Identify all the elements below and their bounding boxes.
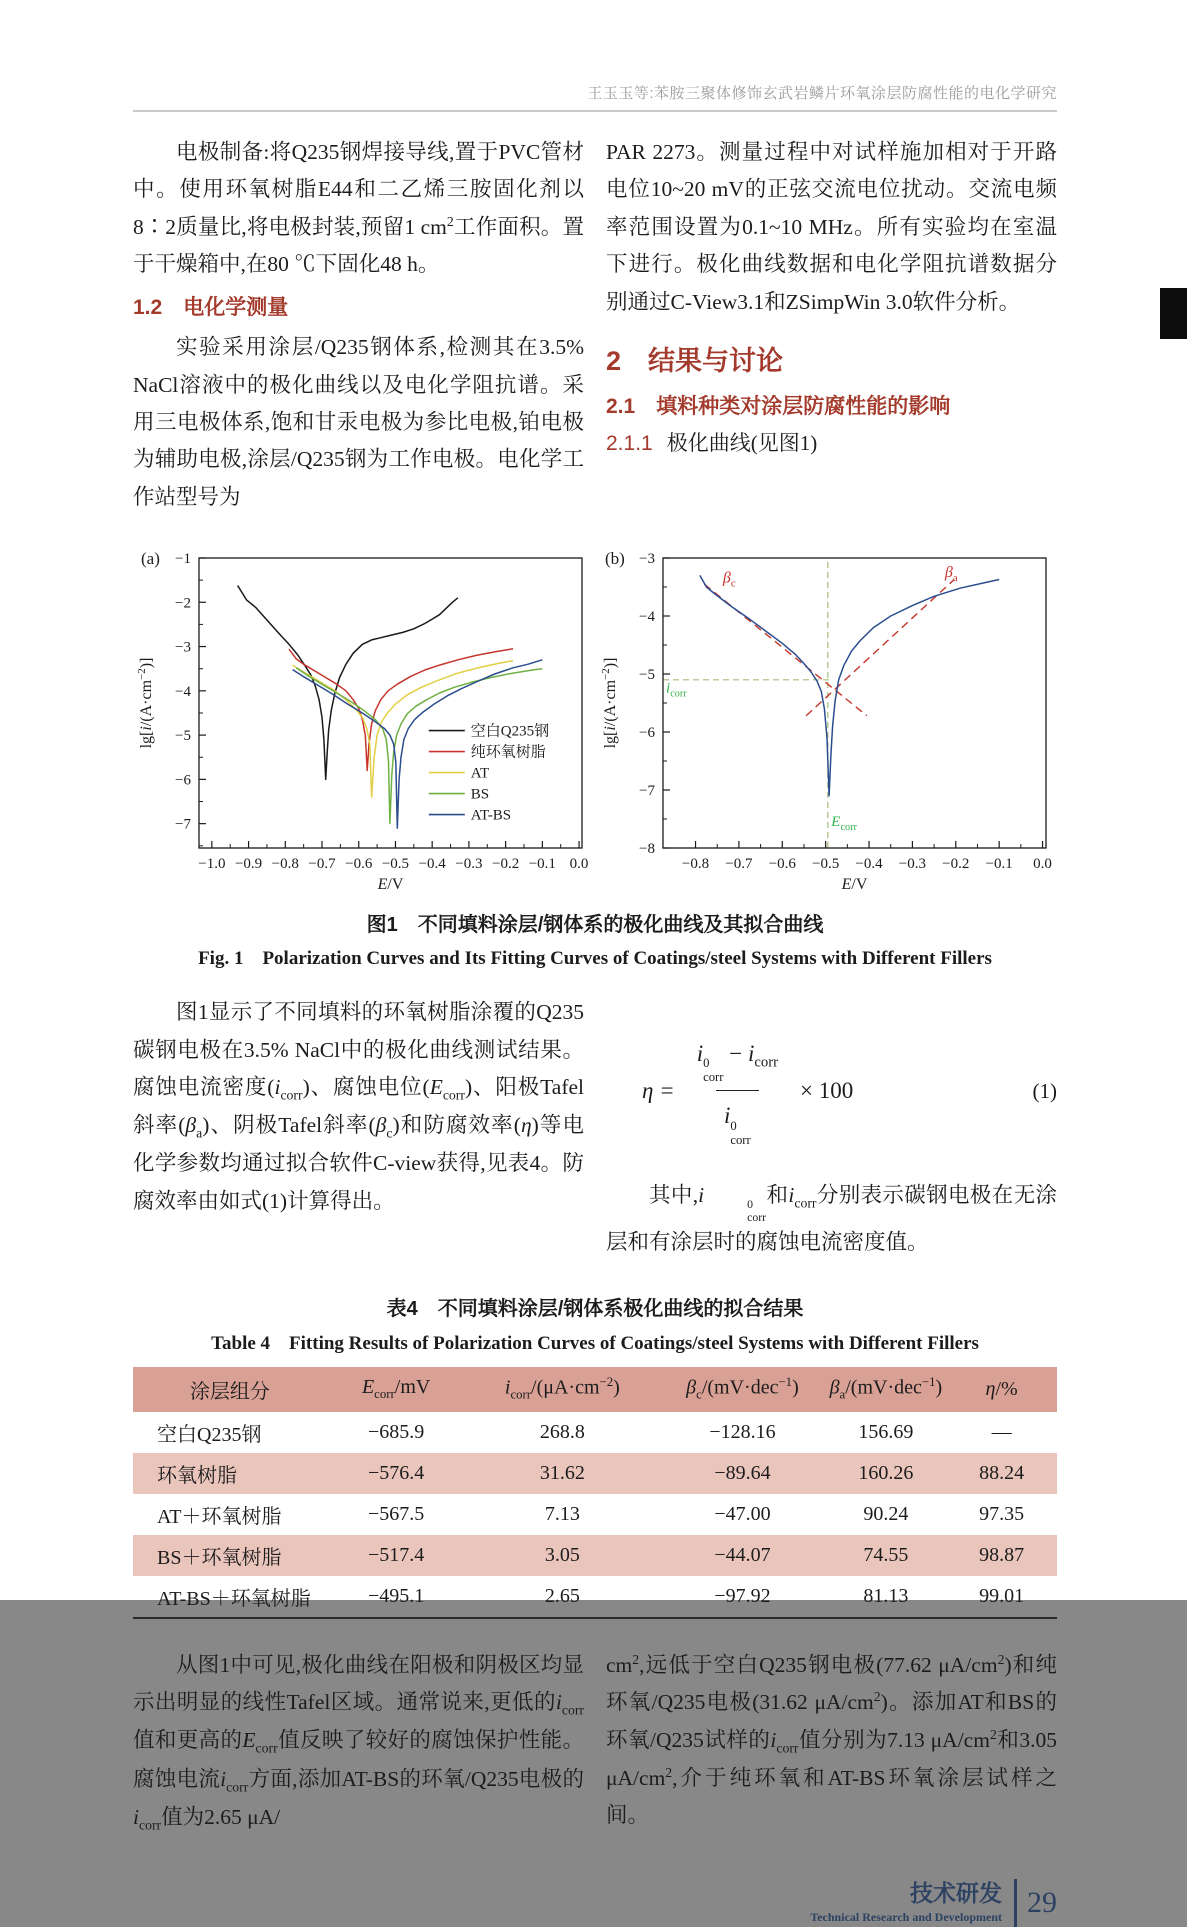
table-cell: −47.00	[714, 1502, 771, 1525]
right-column-middle	[606, 994, 1057, 1262]
svg-text:−0.1: −0.1	[985, 856, 1013, 873]
svg-text:−0.3: −0.3	[455, 856, 483, 873]
svg-text:−0.6: −0.6	[345, 856, 373, 873]
chart-b-tafel-fit	[599, 542, 1055, 894]
equation-numerator: i 0 corr − $i_{corr}$	[696, 1041, 779, 1085]
table-row	[133, 1535, 1057, 1576]
svg-text:−0.6: −0.6	[768, 856, 796, 873]
paragraph-eq-explain: 其中,i 0 corr 和$i_{corr}$分别表示碳钢电极在无涂层和有涂层时的腐蚀电流密度值。	[606, 1183, 1057, 1255]
svg-text:−2: −2	[175, 595, 191, 612]
svg-text:−6: −6	[639, 725, 655, 742]
footer-divider	[1014, 1879, 1017, 1927]
svg-text:−0.4: −0.4	[418, 856, 446, 873]
table-cell: 90.24	[863, 1502, 909, 1525]
equation-number: (1)	[1032, 1078, 1057, 1103]
table-title-en: Table 4 Fitting Results of Polarization Curves of Coatings/steel Systems with Different Fillers	[211, 1332, 979, 1354]
bottom-columns	[133, 1647, 1057, 1837]
svg-text:−0.9: −0.9	[234, 856, 263, 873]
svg-text:−0.3: −0.3	[898, 856, 927, 873]
table-cell: −567.5	[367, 1502, 425, 1525]
footer-section-labels	[810, 1881, 1002, 1924]
table-4	[133, 1367, 1057, 1619]
paragraph-electrode-prep: 电极制备:将Q235钢焊接导线,置于PVC管材中。使用环氧树脂E44和二乙烯三胺固化剂以8∶2质量比,将电极封装,预留1 $cm^2$工作面积。置于干燥箱中,在80 ℃下固化48 h。	[133, 140, 584, 277]
heading-2-1-1	[606, 428, 1057, 460]
table-cell: 160.26	[858, 1461, 914, 1484]
table-cell: −89.64	[714, 1461, 771, 1484]
table-col-header: $\beta_c/(mV\cdot dec^{-1})$	[659, 1367, 825, 1412]
chart-a-polarization-curves	[135, 542, 591, 894]
svg-text:空白Q235钢: 空白Q235钢	[470, 723, 550, 740]
table-cell: AT-BS＋环氧树脂	[157, 1587, 311, 1610]
svg-text:−0.2: −0.2	[942, 856, 970, 873]
table-col-header: $\beta_a/(mV\cdot dec^{-1})$	[826, 1367, 947, 1412]
heading-2: 2 结果与讨论	[606, 346, 784, 377]
svg-text:−0.1: −0.1	[528, 856, 556, 873]
table-cell: −44.07	[714, 1543, 771, 1566]
svg-text:Ecorr: $E_{corr}$	[831, 814, 857, 834]
table-cell: 7.13	[544, 1502, 580, 1525]
chart-a-svg	[135, 542, 591, 894]
svg-text:−0.7: −0.7	[725, 856, 753, 873]
table-cell: BS＋环氧树脂	[157, 1546, 282, 1569]
svg-text:−4: −4	[175, 683, 191, 700]
svg-text:−3: −3	[639, 551, 655, 568]
table-row	[133, 1453, 1057, 1494]
table-cell: —	[991, 1420, 1012, 1443]
svg-text:−8: −8	[639, 841, 655, 858]
table-row	[133, 1576, 1057, 1618]
table-cell: −576.4	[367, 1461, 425, 1484]
svg-text:icorr: $i_{corr}$	[666, 680, 687, 700]
right-column-top	[606, 134, 1057, 516]
paragraph-measurement: 实验采用涂层/Q235钢体系,检测其在3.5% NaCl溶液中的极化曲线以及电化学阻抗谱。采用三电极体系,饱和甘汞电极为参比电极,铂电极为辅助电极,涂层/Q235钢为工作电极。电化学工作站型号为	[133, 335, 584, 509]
svg-text:lg[i/(A·cm−2)]: $\lg[i/(A\cdot cm^{-2})]$	[136, 657, 155, 749]
svg-text:−0.5: −0.5	[812, 856, 840, 873]
page-number: 29	[1027, 1886, 1057, 1920]
svg-text:−7: −7	[639, 783, 655, 800]
paragraph-par2273: PAR 2273。测量过程中对试样施加相对于开路电位10~20 mV的正弦交流电位扰动。交流电频率范围设置为0.1~10 MHz。所有实验均在室温下进行。极化曲线数据和电化学阻抗谱数据分别通过C-View3.1和ZSimpWin 3.0软件分析。	[606, 140, 1057, 314]
figure-charts	[133, 542, 1057, 894]
svg-text:−5: −5	[639, 667, 655, 684]
figure-caption-cn: 图1 不同填料涂层/钢体系的极化曲线及其拟合曲线	[366, 914, 824, 937]
paragraph-fig1-discussion: 图1显示了不同填料的环氧树脂涂覆的Q235碳钢电极在3.5% NaCl中的极化曲线测试结果。腐蚀电流密度$(i_{corr})$、腐蚀电位$(E_{corr})$、阳极Tafel斜率$(\beta_a)$、阴极Tafel斜率$(\beta_c)$和防腐效率(η)等电化学参数均通过拟合软件C-view获得,见表4。防腐效率由如式(1)计算得出。	[133, 1000, 584, 1213]
svg-text:βa: $\beta_a$	[944, 564, 958, 585]
svg-text:−3: −3	[175, 639, 191, 656]
equation-lhs: η =	[642, 1077, 675, 1103]
svg-text:−6: −6	[175, 772, 191, 789]
table-row	[133, 1494, 1057, 1535]
table-cell: 88.24	[979, 1461, 1025, 1484]
svg-text:E/V: E/V	[841, 876, 868, 894]
table-row	[133, 1412, 1057, 1453]
table-cell: −685.9	[367, 1420, 425, 1443]
series-AT-BS测量曲线	[700, 576, 999, 796]
svg-text:−0.5: −0.5	[381, 856, 410, 873]
svg-text:βc: $\beta_c$	[722, 569, 736, 590]
page-footer	[133, 1879, 1057, 1927]
svg-text:−0.7: −0.7	[308, 856, 336, 873]
equation-1	[606, 1034, 1057, 1147]
table-col-header: η/%	[946, 1367, 1057, 1412]
heading-2-1-1-text: 极化曲线(见图1)	[666, 431, 818, 456]
table-col-header: $E_{corr}/mV$	[327, 1367, 466, 1412]
paragraph-tafel-discussion: 从图1中可见,极化曲线在阳极和阴极区均显示出明显的线性Tafel区域。通常说来,更低的$i_{corr}$值和更高的$E_{corr}$值反映了较好的腐蚀保护性能。腐蚀电流$i_{corr}$方面,添加AT-BS的环氧/Q235电极的$i_{corr}$值为2.65 μA/	[133, 1652, 584, 1833]
table-cell: 81.13	[863, 1584, 909, 1607]
heading-2-1: 2.1 填料种类对涂层防腐性能的影响	[606, 394, 951, 418]
svg-text:AT: AT	[470, 765, 490, 782]
svg-text:−7: −7	[175, 816, 191, 833]
table-title-cn: 表4 不同填料涂层/钢体系极化曲线的拟合结果	[386, 1297, 804, 1320]
table-cell: 31.62	[539, 1461, 585, 1484]
svg-text:(b): (b)	[605, 549, 625, 569]
table-cell: −495.1	[367, 1584, 425, 1607]
table-cell: 3.05	[544, 1543, 580, 1566]
chart-b-svg	[599, 542, 1055, 894]
left-column-top	[133, 134, 584, 516]
svg-text:−0.8: −0.8	[271, 856, 299, 873]
figure-caption-en: Fig. 1 Polarization Curves and Its Fitting Curves of Coatings/steel Systems with Different Fillers	[198, 948, 992, 970]
left-column-middle	[133, 994, 584, 1262]
svg-text:AT-BS: AT-BS	[470, 807, 512, 824]
svg-text:E/V: E/V	[377, 876, 404, 894]
table-cell: AT＋环氧树脂	[157, 1505, 282, 1528]
svg-text:−1.0: −1.0	[198, 856, 226, 873]
table-cell: 空白Q235钢	[157, 1423, 262, 1446]
right-column-bottom	[606, 1647, 1057, 1837]
table-header-row	[133, 1367, 1057, 1412]
heading-1-2: 1.2 电化学测量	[133, 295, 289, 319]
svg-text:(a): (a)	[141, 549, 160, 569]
figure-caption	[133, 908, 1057, 970]
header-rule	[133, 110, 1057, 112]
edge-index-tab	[1160, 288, 1187, 339]
svg-text:−5: −5	[175, 728, 191, 745]
heading-2-1-1-number: 2.1.1	[606, 432, 653, 456]
svg-text:−0.8: −0.8	[681, 856, 710, 873]
middle-columns	[133, 994, 1057, 1262]
svg-text:纯环氧树脂: 纯环氧树脂	[470, 744, 546, 761]
table-cell: 97.35	[979, 1502, 1025, 1525]
svg-text:lg[i/(A·cm−2)]: $\lg[i/(A\cdot cm^{-2})]$	[600, 657, 619, 749]
footer-section-en: Technical Research and Development	[810, 1909, 1002, 1924]
paragraph-icorr-values: $cm^2$,远低于空白Q235钢电极(77.62 $\mu A/cm^2$)和纯环氧/Q235电极(31.62 $\mu A/cm^2$)。添加AT和BS的环氧/Q235试样的$i_{corr}$值分别为7.13 $\mu A/cm^2$和3.05 $\mu A/cm^2$,介于纯环氧和AT-BS环氧涂层试样之间。	[606, 1651, 1057, 1828]
series-空白Q235钢	[238, 586, 458, 780]
svg-text:−0.2: −0.2	[492, 856, 520, 873]
left-column-bottom	[133, 1647, 584, 1837]
footer-section-cn: 技术研发	[910, 1880, 1002, 1907]
svg-text:−0.4: −0.4	[855, 856, 883, 873]
table-col-header: 涂层组分	[133, 1367, 327, 1412]
table-cell: −517.4	[367, 1543, 425, 1566]
table-col-header: $i_{corr}/(\mu A\cdot cm^{-2})$	[465, 1367, 659, 1412]
svg-text:0.0: 0.0	[1033, 856, 1052, 873]
table-cell: 74.55	[863, 1543, 909, 1566]
top-columns	[133, 134, 1057, 516]
table-cell: 268.8	[539, 1420, 585, 1443]
running-head: 王玉玉等:苯胺三聚体修饰玄武岩鳞片环氧涂层防腐性能的电化学研究	[587, 85, 1057, 102]
svg-text:0.0: 0.0	[569, 856, 589, 873]
svg-text:−1: −1	[175, 551, 191, 568]
table-cell: 156.69	[858, 1420, 914, 1443]
table-header	[133, 1367, 1057, 1412]
table-cell: −128.16	[709, 1420, 776, 1443]
table-4-block	[133, 1292, 1057, 1619]
svg-text:BS: BS	[470, 786, 490, 803]
figure-1	[133, 542, 1057, 970]
table-cell: 98.87	[979, 1543, 1025, 1566]
table-cell: −97.92	[714, 1584, 771, 1607]
table-cell: 99.01	[979, 1584, 1025, 1607]
table-cell: 环氧树脂	[157, 1464, 237, 1487]
table-body	[133, 1412, 1057, 1618]
table-cell: 2.65	[544, 1584, 580, 1607]
svg-text:−4: −4	[639, 609, 655, 626]
equation-denominator: i 0 corr	[716, 1090, 759, 1147]
equation-fraction	[689, 1034, 786, 1147]
equation-rhs: × 100	[800, 1077, 854, 1103]
